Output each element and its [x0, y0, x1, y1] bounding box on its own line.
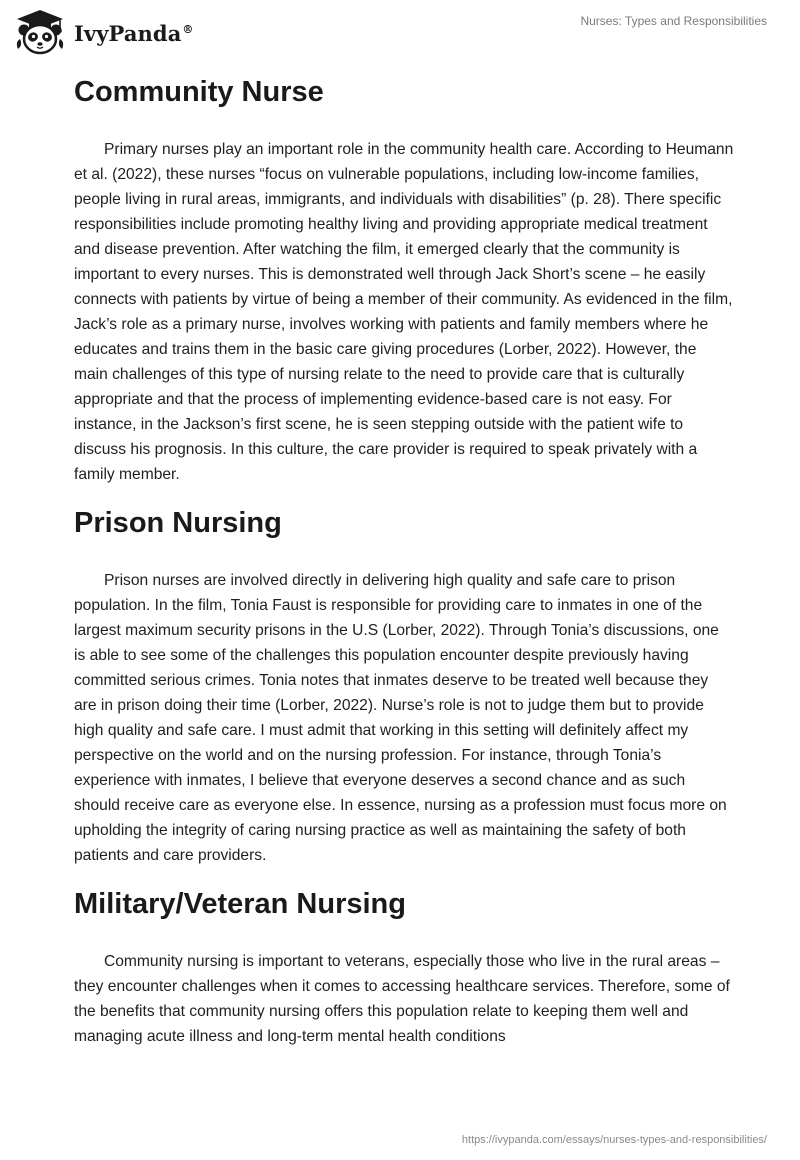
section-community-nurse [74, 72, 734, 487]
section-heading: Prison Nursing [74, 507, 282, 539]
panda-logo-icon [14, 9, 66, 55]
document-title: Nurses: Types and Responsibilities [580, 14, 767, 28]
section-military-veteran-nursing [74, 884, 734, 1049]
section-heading: Military/Veteran Nursing [74, 888, 406, 920]
page-header [0, 0, 800, 60]
logo-wordmark: IvyPanda® [74, 20, 194, 46]
footer-url-link[interactable]: https://ivypanda.com/essays/nurses-types-and-responsibilities/ [461, 1134, 767, 1146]
section-paragraph: Prison nurses are involved directly in delivering high quality and safe care to prison population. In the film, Tonia Faust is responsible for providing care to inmates in one of the largest maximum security prisons in the U.S (Lorber, 2022). Through Tonia’s discussions, one is able to see some of the challenges this population encounter despite previously having committed serious crimes. Tonia notes that inmates deserve to be treated well because they are in prison doing their time (Lorber, 2022). Nurse’s role is not to judge them but to provide high quality and safe care. I must admit that working in this setting will definitely affect my perspective on the world and on the nursing profession. For instance, through Tonia’s experience with inmates, I believe that everyone deserves a second chance and as such should receive care as everyone else. In essence, nursing as a profession must focus more on upholding the integrity of caring nursing practice as well as maintaining the safety of both patients and care providers. [74, 572, 727, 864]
section-prison-nursing [74, 503, 734, 868]
section-paragraph: Primary nurses play an important role in the community health care. According to Heumann et al. (2022), these nurses “focus on vulnerable populations, including low-income families, people living in rural areas, immigrants, and individuals with disabilities” (p. 28). There specific responsibilities include promoting healthy living and providing appropriate medical treatment and disease prevention. After watching the film, it emerged clearly that the community is important to every nurses. This is demonstrated well through Jack Short’s scene – he easily connects with patients by virtue of being a member of their community. As evidenced in the film, Jack’s role as a primary nurse, involves working with patients and family members where he educates and trains them in the basic care giving procedures (Lorber, 2022). However, the main challenges of this type of nursing relate to the need to provide care that is culturally appropriate and that the process of implementing evidence-based care is not easy. For instance, in the Jackson’s first scene, he is seen stepping outside with the patient wife to discuss his prognosis. In this culture, the care provider is required to speak privately with a family member. [74, 141, 734, 483]
essay-content [74, 70, 734, 1049]
ivypanda-logo[interactable] [14, 9, 194, 55]
section-heading: Community Nurse [74, 76, 324, 108]
section-paragraph: Community nursing is important to veterans, especially those who live in the rural areas – they encounter challenges when it comes to accessing healthcare services. Therefore, some of the benefits that community nursing offers this population relate to keeping them well and managing acute illness and long-term mental health conditions [74, 953, 730, 1045]
